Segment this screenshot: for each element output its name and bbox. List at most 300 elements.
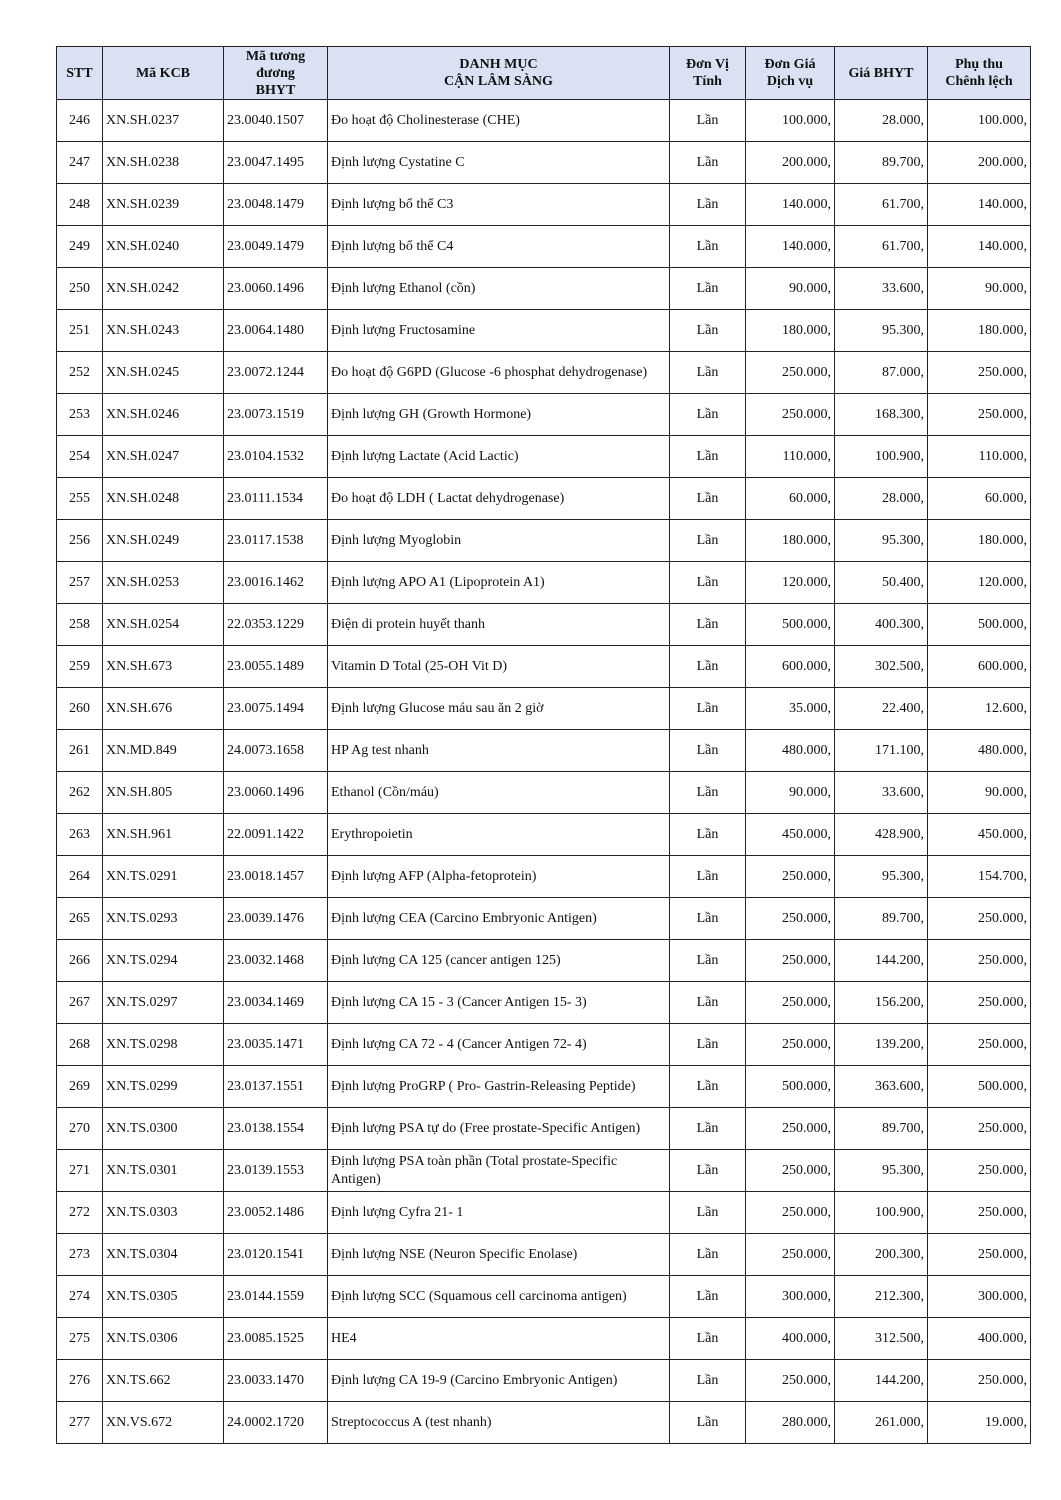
cell-phu-thu: 100.000, xyxy=(928,100,1031,142)
cell-don-gia: 280.000, xyxy=(746,1402,835,1444)
cell-don-gia: 480.000, xyxy=(746,730,835,772)
cell-name: Định lượng Cyfra 21- 1 xyxy=(328,1192,670,1234)
table-row xyxy=(57,1276,1031,1318)
cell-gia-bhyt: 168.300, xyxy=(835,394,928,436)
cell-ma-bhyt: 23.0137.1551 xyxy=(224,1066,328,1108)
cell-unit: Lần xyxy=(670,856,746,898)
cell-unit: Lần xyxy=(670,1402,746,1444)
cell-name: Định lượng PSA tự do (Free prostate-Specific Antigen) xyxy=(328,1108,670,1150)
cell-gia-bhyt: 22.400, xyxy=(835,688,928,730)
cell-ma-bhyt: 23.0052.1486 xyxy=(224,1192,328,1234)
cell-ma-kcb: XN.SH.0246 xyxy=(103,394,224,436)
cell-unit: Lần xyxy=(670,772,746,814)
cell-name: Vitamin D Total (25-OH Vit D) xyxy=(328,646,670,688)
cell-phu-thu: 400.000, xyxy=(928,1318,1031,1360)
table-row xyxy=(57,688,1031,730)
cell-name: Định lượng Cystatine C xyxy=(328,142,670,184)
cell-name: Định lượng PSA toàn phần (Total prostate-Specific Antigen) xyxy=(328,1150,670,1192)
cell-stt: 273 xyxy=(57,1234,103,1276)
cell-don-gia: 90.000, xyxy=(746,772,835,814)
cell-gia-bhyt: 171.100, xyxy=(835,730,928,772)
cell-stt: 250 xyxy=(57,268,103,310)
cell-ma-bhyt: 23.0035.1471 xyxy=(224,1024,328,1066)
cell-gia-bhyt: 95.300, xyxy=(835,856,928,898)
cell-don-gia: 35.000, xyxy=(746,688,835,730)
table-header xyxy=(57,47,1031,100)
cell-unit: Lần xyxy=(670,394,746,436)
cell-unit: Lần xyxy=(670,436,746,478)
cell-don-gia: 140.000, xyxy=(746,184,835,226)
cell-unit: Lần xyxy=(670,142,746,184)
header-phu-thu: Phụ thu Chênh lệch xyxy=(928,47,1031,100)
cell-unit: Lần xyxy=(670,1150,746,1192)
cell-ma-bhyt: 23.0111.1534 xyxy=(224,478,328,520)
table-row xyxy=(57,1234,1031,1276)
cell-phu-thu: 250.000, xyxy=(928,898,1031,940)
cell-don-gia: 300.000, xyxy=(746,1276,835,1318)
table-row xyxy=(57,478,1031,520)
cell-name: Định lượng bổ thể C3 xyxy=(328,184,670,226)
cell-phu-thu: 180.000, xyxy=(928,520,1031,562)
header-danh-muc: DANH MỤC CẬN LÂM SÀNG xyxy=(328,47,670,100)
cell-ma-bhyt: 23.0040.1507 xyxy=(224,100,328,142)
cell-ma-bhyt: 23.0073.1519 xyxy=(224,394,328,436)
table-row xyxy=(57,856,1031,898)
cell-ma-bhyt: 22.0091.1422 xyxy=(224,814,328,856)
cell-stt: 259 xyxy=(57,646,103,688)
cell-stt: 256 xyxy=(57,520,103,562)
cell-stt: 248 xyxy=(57,184,103,226)
cell-phu-thu: 90.000, xyxy=(928,268,1031,310)
cell-gia-bhyt: 50.400, xyxy=(835,562,928,604)
cell-don-gia: 120.000, xyxy=(746,562,835,604)
cell-name: Định lượng CA 72 - 4 (Cancer Antigen 72- 4) xyxy=(328,1024,670,1066)
cell-phu-thu: 250.000, xyxy=(928,1360,1031,1402)
cell-don-gia: 140.000, xyxy=(746,226,835,268)
cell-phu-thu: 60.000, xyxy=(928,478,1031,520)
cell-ma-kcb: XN.TS.0303 xyxy=(103,1192,224,1234)
cell-phu-thu: 140.000, xyxy=(928,184,1031,226)
cell-ma-kcb: XN.SH.961 xyxy=(103,814,224,856)
cell-stt: 251 xyxy=(57,310,103,352)
table-row xyxy=(57,1192,1031,1234)
table-row xyxy=(57,226,1031,268)
cell-don-gia: 100.000, xyxy=(746,100,835,142)
cell-name: HP Ag test nhanh xyxy=(328,730,670,772)
cell-gia-bhyt: 261.000, xyxy=(835,1402,928,1444)
cell-stt: 262 xyxy=(57,772,103,814)
cell-gia-bhyt: 89.700, xyxy=(835,142,928,184)
cell-name: Điện di protein huyết thanh xyxy=(328,604,670,646)
cell-ma-kcb: XN.SH.0245 xyxy=(103,352,224,394)
cell-ma-kcb: XN.SH.0240 xyxy=(103,226,224,268)
cell-name: Streptococcus A (test nhanh) xyxy=(328,1402,670,1444)
cell-unit: Lần xyxy=(670,814,746,856)
cell-ma-kcb: XN.SH.0243 xyxy=(103,310,224,352)
cell-ma-kcb: XN.SH.0237 xyxy=(103,100,224,142)
cell-unit: Lần xyxy=(670,646,746,688)
cell-ma-kcb: XN.TS.0293 xyxy=(103,898,224,940)
cell-name: Định lượng Myoglobin xyxy=(328,520,670,562)
table-row xyxy=(57,436,1031,478)
cell-name: Ethanol (Cồn/máu) xyxy=(328,772,670,814)
cell-stt: 254 xyxy=(57,436,103,478)
cell-phu-thu: 300.000, xyxy=(928,1276,1031,1318)
cell-ma-bhyt: 23.0016.1462 xyxy=(224,562,328,604)
cell-ma-kcb: XN.SH.0247 xyxy=(103,436,224,478)
cell-phu-thu: 140.000, xyxy=(928,226,1031,268)
cell-name: Định lượng NSE (Neuron Specific Enolase) xyxy=(328,1234,670,1276)
cell-unit: Lần xyxy=(670,604,746,646)
table-row xyxy=(57,898,1031,940)
cell-gia-bhyt: 139.200, xyxy=(835,1024,928,1066)
cell-ma-bhyt: 23.0060.1496 xyxy=(224,268,328,310)
cell-don-gia: 250.000, xyxy=(746,352,835,394)
cell-unit: Lần xyxy=(670,268,746,310)
cell-ma-bhyt: 23.0018.1457 xyxy=(224,856,328,898)
cell-phu-thu: 250.000, xyxy=(928,1024,1031,1066)
header-stt: STT xyxy=(57,47,103,100)
header-ma-kcb: Mã KCB xyxy=(103,47,224,100)
cell-phu-thu: 19.000, xyxy=(928,1402,1031,1444)
cell-phu-thu: 250.000, xyxy=(928,352,1031,394)
cell-don-gia: 60.000, xyxy=(746,478,835,520)
cell-gia-bhyt: 95.300, xyxy=(835,1150,928,1192)
cell-unit: Lần xyxy=(670,1234,746,1276)
cell-gia-bhyt: 28.000, xyxy=(835,478,928,520)
cell-phu-thu: 500.000, xyxy=(928,604,1031,646)
cell-ma-bhyt: 23.0034.1469 xyxy=(224,982,328,1024)
cell-ma-kcb: XN.MD.849 xyxy=(103,730,224,772)
cell-ma-kcb: XN.SH.0254 xyxy=(103,604,224,646)
cell-ma-bhyt: 23.0139.1553 xyxy=(224,1150,328,1192)
cell-gia-bhyt: 28.000, xyxy=(835,100,928,142)
header-don-gia: Đơn Giá Dịch vụ xyxy=(746,47,835,100)
table-row xyxy=(57,1150,1031,1192)
table-row xyxy=(57,814,1031,856)
cell-ma-kcb: XN.TS.0298 xyxy=(103,1024,224,1066)
cell-ma-bhyt: 23.0055.1489 xyxy=(224,646,328,688)
cell-gia-bhyt: 61.700, xyxy=(835,184,928,226)
cell-ma-bhyt: 23.0104.1532 xyxy=(224,436,328,478)
cell-stt: 267 xyxy=(57,982,103,1024)
cell-don-gia: 250.000, xyxy=(746,898,835,940)
header-don-vi: Đơn Vị Tính xyxy=(670,47,746,100)
cell-ma-kcb: XN.SH.0253 xyxy=(103,562,224,604)
cell-phu-thu: 200.000, xyxy=(928,142,1031,184)
table-row xyxy=(57,1402,1031,1444)
cell-gia-bhyt: 144.200, xyxy=(835,940,928,982)
cell-stt: 264 xyxy=(57,856,103,898)
cell-name: Định lượng SCC (Squamous cell carcinoma antigen) xyxy=(328,1276,670,1318)
cell-phu-thu: 180.000, xyxy=(928,310,1031,352)
cell-phu-thu: 250.000, xyxy=(928,1234,1031,1276)
cell-don-gia: 250.000, xyxy=(746,1234,835,1276)
cell-ma-kcb: XN.VS.672 xyxy=(103,1402,224,1444)
cell-ma-bhyt: 23.0075.1494 xyxy=(224,688,328,730)
cell-name: Định lượng APO A1 (Lipoprotein A1) xyxy=(328,562,670,604)
table-row xyxy=(57,940,1031,982)
cell-stt: 269 xyxy=(57,1066,103,1108)
cell-ma-kcb: XN.TS.0300 xyxy=(103,1108,224,1150)
cell-gia-bhyt: 100.900, xyxy=(835,1192,928,1234)
cell-ma-kcb: XN.TS.0291 xyxy=(103,856,224,898)
cell-name: HE4 xyxy=(328,1318,670,1360)
cell-gia-bhyt: 312.500, xyxy=(835,1318,928,1360)
cell-ma-kcb: XN.SH.0242 xyxy=(103,268,224,310)
cell-phu-thu: 90.000, xyxy=(928,772,1031,814)
cell-stt: 257 xyxy=(57,562,103,604)
header-row xyxy=(57,47,1031,100)
cell-stt: 268 xyxy=(57,1024,103,1066)
cell-gia-bhyt: 400.300, xyxy=(835,604,928,646)
cell-ma-kcb: XN.TS.0306 xyxy=(103,1318,224,1360)
cell-unit: Lần xyxy=(670,100,746,142)
cell-ma-bhyt: 23.0033.1470 xyxy=(224,1360,328,1402)
cell-phu-thu: 250.000, xyxy=(928,1192,1031,1234)
cell-phu-thu: 500.000, xyxy=(928,1066,1031,1108)
table-row xyxy=(57,394,1031,436)
cell-don-gia: 250.000, xyxy=(746,982,835,1024)
cell-don-gia: 250.000, xyxy=(746,856,835,898)
cell-unit: Lần xyxy=(670,184,746,226)
cell-ma-kcb: XN.TS.0305 xyxy=(103,1276,224,1318)
cell-ma-bhyt: 23.0047.1495 xyxy=(224,142,328,184)
cell-gia-bhyt: 144.200, xyxy=(835,1360,928,1402)
cell-name: Đo hoạt độ G6PD (Glucose -6 phosphat dehydrogenase) xyxy=(328,352,670,394)
cell-stt: 261 xyxy=(57,730,103,772)
cell-gia-bhyt: 95.300, xyxy=(835,310,928,352)
cell-stt: 253 xyxy=(57,394,103,436)
cell-don-gia: 250.000, xyxy=(746,1192,835,1234)
cell-don-gia: 180.000, xyxy=(746,310,835,352)
cell-ma-bhyt: 22.0353.1229 xyxy=(224,604,328,646)
cell-don-gia: 250.000, xyxy=(746,1024,835,1066)
cell-name: Định lượng CA 19-9 (Carcino Embryonic Antigen) xyxy=(328,1360,670,1402)
cell-ma-bhyt: 23.0138.1554 xyxy=(224,1108,328,1150)
cell-ma-kcb: XN.TS.0304 xyxy=(103,1234,224,1276)
cell-don-gia: 500.000, xyxy=(746,1066,835,1108)
cell-don-gia: 250.000, xyxy=(746,1360,835,1402)
table-row xyxy=(57,1360,1031,1402)
cell-don-gia: 500.000, xyxy=(746,604,835,646)
cell-don-gia: 400.000, xyxy=(746,1318,835,1360)
cell-unit: Lần xyxy=(670,226,746,268)
cell-don-gia: 250.000, xyxy=(746,394,835,436)
cell-don-gia: 90.000, xyxy=(746,268,835,310)
cell-unit: Lần xyxy=(670,310,746,352)
cell-ma-kcb: XN.SH.0249 xyxy=(103,520,224,562)
cell-gia-bhyt: 302.500, xyxy=(835,646,928,688)
cell-stt: 265 xyxy=(57,898,103,940)
cell-stt: 275 xyxy=(57,1318,103,1360)
cell-unit: Lần xyxy=(670,520,746,562)
cell-ma-bhyt: 24.0073.1658 xyxy=(224,730,328,772)
cell-gia-bhyt: 61.700, xyxy=(835,226,928,268)
cell-ma-bhyt: 23.0064.1480 xyxy=(224,310,328,352)
cell-don-gia: 200.000, xyxy=(746,142,835,184)
header-gia-bhyt: Giá BHYT xyxy=(835,47,928,100)
table-row xyxy=(57,1318,1031,1360)
cell-stt: 260 xyxy=(57,688,103,730)
cell-stt: 276 xyxy=(57,1360,103,1402)
cell-name: Định lượng Lactate (Acid Lactic) xyxy=(328,436,670,478)
cell-name: Định lượng CA 125 (cancer antigen 125) xyxy=(328,940,670,982)
cell-phu-thu: 250.000, xyxy=(928,394,1031,436)
price-table xyxy=(56,46,1031,1444)
cell-ma-bhyt: 23.0049.1479 xyxy=(224,226,328,268)
cell-don-gia: 250.000, xyxy=(746,940,835,982)
cell-phu-thu: 250.000, xyxy=(928,940,1031,982)
cell-name: Định lượng CA 15 - 3 (Cancer Antigen 15- 3) xyxy=(328,982,670,1024)
cell-unit: Lần xyxy=(670,1108,746,1150)
cell-ma-bhyt: 23.0144.1559 xyxy=(224,1276,328,1318)
cell-ma-bhyt: 23.0060.1496 xyxy=(224,772,328,814)
table-row xyxy=(57,730,1031,772)
cell-unit: Lần xyxy=(670,898,746,940)
cell-unit: Lần xyxy=(670,982,746,1024)
cell-ma-kcb: XN.SH.676 xyxy=(103,688,224,730)
cell-unit: Lần xyxy=(670,1360,746,1402)
cell-name: Định lượng AFP (Alpha-fetoprotein) xyxy=(328,856,670,898)
cell-name: Định lượng Fructosamine xyxy=(328,310,670,352)
table-row xyxy=(57,562,1031,604)
cell-phu-thu: 110.000, xyxy=(928,436,1031,478)
cell-unit: Lần xyxy=(670,688,746,730)
table-row xyxy=(57,1024,1031,1066)
cell-name: Định lượng Glucose máu sau ăn 2 giờ xyxy=(328,688,670,730)
cell-name: Định lượng bổ thể C4 xyxy=(328,226,670,268)
table-row xyxy=(57,604,1031,646)
cell-phu-thu: 12.600, xyxy=(928,688,1031,730)
cell-name: Định lượng GH (Growth Hormone) xyxy=(328,394,670,436)
cell-gia-bhyt: 428.900, xyxy=(835,814,928,856)
table-body xyxy=(57,100,1031,1444)
cell-unit: Lần xyxy=(670,562,746,604)
cell-name: Đo hoạt độ LDH ( Lactat dehydrogenase) xyxy=(328,478,670,520)
cell-gia-bhyt: 363.600, xyxy=(835,1066,928,1108)
cell-phu-thu: 250.000, xyxy=(928,1150,1031,1192)
cell-gia-bhyt: 33.600, xyxy=(835,772,928,814)
cell-ma-bhyt: 23.0032.1468 xyxy=(224,940,328,982)
cell-phu-thu: 600.000, xyxy=(928,646,1031,688)
cell-ma-kcb: XN.SH.0238 xyxy=(103,142,224,184)
cell-don-gia: 600.000, xyxy=(746,646,835,688)
cell-don-gia: 250.000, xyxy=(746,1150,835,1192)
cell-ma-bhyt: 23.0085.1525 xyxy=(224,1318,328,1360)
table-row xyxy=(57,646,1031,688)
cell-ma-kcb: XN.TS.0301 xyxy=(103,1150,224,1192)
cell-ma-kcb: XN.SH.805 xyxy=(103,772,224,814)
cell-stt: 255 xyxy=(57,478,103,520)
cell-stt: 266 xyxy=(57,940,103,982)
cell-stt: 274 xyxy=(57,1276,103,1318)
cell-don-gia: 250.000, xyxy=(746,1108,835,1150)
cell-gia-bhyt: 87.000, xyxy=(835,352,928,394)
cell-phu-thu: 154.700, xyxy=(928,856,1031,898)
cell-don-gia: 450.000, xyxy=(746,814,835,856)
cell-name: Đo hoạt độ Cholinesterase (CHE) xyxy=(328,100,670,142)
cell-don-gia: 180.000, xyxy=(746,520,835,562)
cell-ma-bhyt: 23.0072.1244 xyxy=(224,352,328,394)
table-row xyxy=(57,982,1031,1024)
cell-stt: 272 xyxy=(57,1192,103,1234)
cell-ma-kcb: XN.SH.673 xyxy=(103,646,224,688)
cell-phu-thu: 480.000, xyxy=(928,730,1031,772)
cell-ma-bhyt: 23.0117.1538 xyxy=(224,520,328,562)
cell-ma-kcb: XN.TS.0297 xyxy=(103,982,224,1024)
cell-stt: 246 xyxy=(57,100,103,142)
cell-unit: Lần xyxy=(670,940,746,982)
cell-don-gia: 110.000, xyxy=(746,436,835,478)
cell-unit: Lần xyxy=(670,730,746,772)
cell-unit: Lần xyxy=(670,1192,746,1234)
cell-stt: 270 xyxy=(57,1108,103,1150)
cell-stt: 249 xyxy=(57,226,103,268)
cell-unit: Lần xyxy=(670,1024,746,1066)
cell-phu-thu: 250.000, xyxy=(928,982,1031,1024)
table-row xyxy=(57,142,1031,184)
table-row xyxy=(57,772,1031,814)
cell-unit: Lần xyxy=(670,1318,746,1360)
cell-gia-bhyt: 33.600, xyxy=(835,268,928,310)
cell-unit: Lần xyxy=(670,1276,746,1318)
cell-unit: Lần xyxy=(670,352,746,394)
cell-gia-bhyt: 212.300, xyxy=(835,1276,928,1318)
cell-stt: 277 xyxy=(57,1402,103,1444)
cell-stt: 258 xyxy=(57,604,103,646)
cell-gia-bhyt: 200.300, xyxy=(835,1234,928,1276)
cell-stt: 271 xyxy=(57,1150,103,1192)
cell-name: Erythropoietin xyxy=(328,814,670,856)
cell-stt: 252 xyxy=(57,352,103,394)
cell-ma-bhyt: 23.0048.1479 xyxy=(224,184,328,226)
cell-ma-kcb: XN.TS.0294 xyxy=(103,940,224,982)
cell-gia-bhyt: 100.900, xyxy=(835,436,928,478)
table-row xyxy=(57,1108,1031,1150)
cell-unit: Lần xyxy=(670,478,746,520)
table-row xyxy=(57,310,1031,352)
cell-stt: 263 xyxy=(57,814,103,856)
cell-name: Định lượng ProGRP ( Pro- Gastrin-Releasing Peptide) xyxy=(328,1066,670,1108)
cell-stt: 247 xyxy=(57,142,103,184)
table-row xyxy=(57,100,1031,142)
cell-ma-kcb: XN.TS.0299 xyxy=(103,1066,224,1108)
cell-name: Định lượng CEA (Carcino Embryonic Antigen) xyxy=(328,898,670,940)
cell-phu-thu: 250.000, xyxy=(928,1108,1031,1150)
cell-ma-bhyt: 24.0002.1720 xyxy=(224,1402,328,1444)
cell-gia-bhyt: 95.300, xyxy=(835,520,928,562)
cell-gia-bhyt: 89.700, xyxy=(835,1108,928,1150)
cell-unit: Lần xyxy=(670,1066,746,1108)
table-row xyxy=(57,268,1031,310)
cell-ma-kcb: XN.SH.0239 xyxy=(103,184,224,226)
table-row xyxy=(57,520,1031,562)
table-row xyxy=(57,1066,1031,1108)
cell-ma-bhyt: 23.0039.1476 xyxy=(224,898,328,940)
header-ma-tuong-duong: Mã tương đương BHYT xyxy=(224,47,328,100)
cell-phu-thu: 450.000, xyxy=(928,814,1031,856)
cell-ma-kcb: XN.TS.662 xyxy=(103,1360,224,1402)
cell-gia-bhyt: 156.200, xyxy=(835,982,928,1024)
cell-gia-bhyt: 89.700, xyxy=(835,898,928,940)
cell-ma-bhyt: 23.0120.1541 xyxy=(224,1234,328,1276)
cell-ma-kcb: XN.SH.0248 xyxy=(103,478,224,520)
cell-phu-thu: 120.000, xyxy=(928,562,1031,604)
cell-name: Định lượng Ethanol (cồn) xyxy=(328,268,670,310)
table-row xyxy=(57,184,1031,226)
table-row xyxy=(57,352,1031,394)
